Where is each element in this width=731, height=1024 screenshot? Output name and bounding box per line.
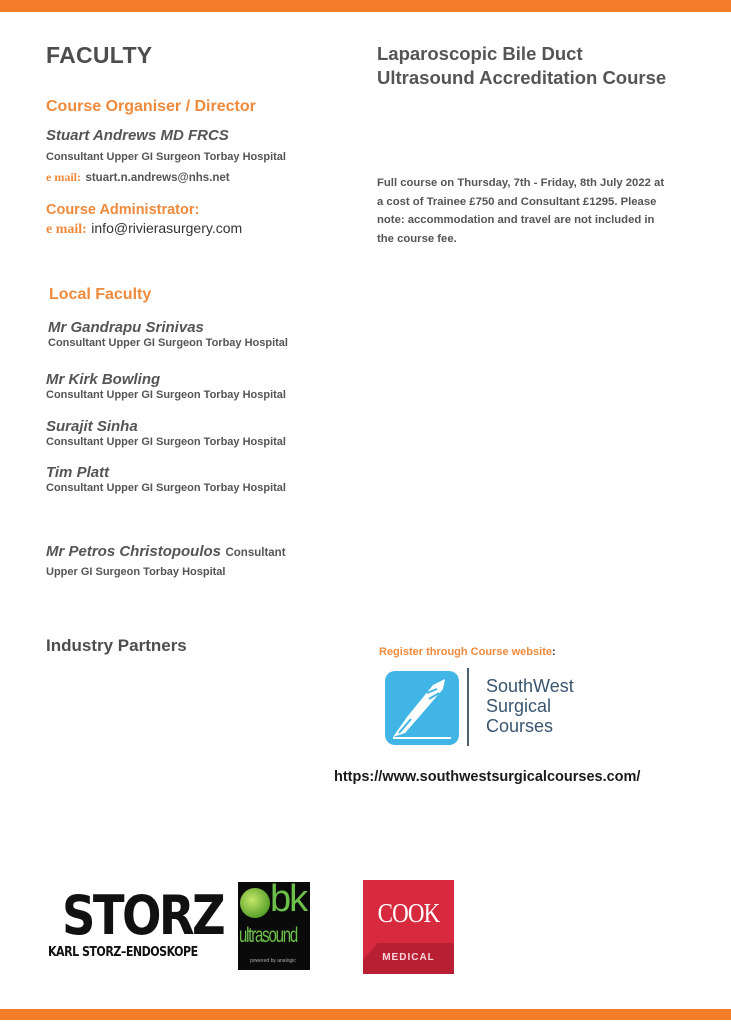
- logo-text: [486, 676, 574, 736]
- register-colon: :: [551, 646, 556, 658]
- bk-tagline: powered by analogic: [250, 958, 296, 964]
- course-title-line1: Laparoscopic Bile Duct: [377, 43, 583, 64]
- member-role-inline: Consultant: [225, 547, 286, 559]
- organiser-email-line: [46, 168, 230, 186]
- southwest-surgical-courses-logo[interactable]: [385, 668, 605, 748]
- member-role: Consultant Upper GI Surgeon Torbay Hospital: [46, 436, 286, 448]
- faculty-member: [46, 418, 286, 448]
- bk-wordmark: bk: [270, 882, 307, 920]
- storz-wordmark: STORZ: [62, 884, 224, 947]
- cook-subtitle: MEDICAL: [382, 952, 435, 963]
- email-label: e mail:: [46, 170, 81, 184]
- organiser-heading: Course Organiser / Director: [46, 98, 256, 115]
- bk-subtitle: ultrasound: [239, 924, 298, 948]
- faculty-member: [46, 371, 286, 401]
- admin-email-link[interactable]: info@rivierasurgery.com: [91, 220, 243, 236]
- top-accent-bar: [0, 0, 731, 12]
- register-label: [379, 646, 556, 658]
- storz-subtitle: KARL STORZ–ENDOSKOPE: [48, 945, 198, 960]
- course-info: Full course on Thursday, 7th - Friday, 8th July 2022 at a cost of Trainee £750 and Consultant £1295. Please note: accommodation and travel are not included in the course fee.: [377, 177, 665, 245]
- karl-storz-logo: [48, 884, 224, 975]
- course-title: [377, 42, 666, 90]
- member-name: Mr Gandrapu Srinivas: [48, 319, 204, 336]
- email-label: e mail:: [46, 222, 87, 237]
- logo-divider: [467, 668, 469, 746]
- member-role: Consultant Upper GI Surgeon Torbay Hospital: [46, 482, 286, 494]
- course-website-link[interactable]: https://www.southwestsurgicalcourses.com/: [334, 769, 641, 785]
- industry-partners-heading: Industry Partners: [46, 636, 187, 655]
- admin-heading: Course Administrator:: [46, 202, 200, 218]
- scalpel-icon: [385, 671, 459, 745]
- member-role: Consultant Upper GI Surgeon Torbay Hospital: [48, 337, 288, 349]
- faculty-member: [46, 464, 286, 494]
- organiser-name: Stuart Andrews MD FRCS: [46, 127, 229, 144]
- logo-line: Courses: [486, 716, 554, 736]
- local-faculty-heading: Local Faculty: [49, 286, 152, 303]
- member-name: Mr Kirk Bowling: [46, 371, 161, 388]
- bk-globe-icon: [240, 888, 270, 918]
- logo-line: Surgical: [486, 696, 552, 716]
- member-role: Consultant Upper GI Surgeon Torbay Hospital: [46, 389, 286, 401]
- course-title-line2: Ultrasound Accreditation Course: [377, 67, 667, 88]
- admin-email-line: [46, 220, 242, 238]
- bk-ultrasound-logo: [238, 882, 310, 970]
- member-role: Upper GI Surgeon Torbay Hospital: [46, 566, 226, 578]
- faculty-title: FACULTY: [46, 42, 153, 68]
- register-text: Register through Course website: [379, 646, 552, 658]
- cook-wordmark: COOK: [377, 898, 440, 928]
- member-name: Mr Petros Christopoulos: [46, 543, 222, 560]
- logo-line: SouthWest: [486, 676, 574, 696]
- member-name: Tim Platt: [46, 464, 110, 481]
- faculty-member: [48, 319, 288, 349]
- organiser-role: Consultant Upper GI Surgeon Torbay Hospital: [46, 151, 286, 163]
- cook-medical-logo: [363, 880, 454, 974]
- organiser-email-link[interactable]: stuart.n.andrews@nhs.net: [85, 172, 230, 184]
- member-name: Surajit Sinha: [46, 418, 138, 435]
- faculty-member-extra: [46, 543, 316, 581]
- bottom-accent-bar: [0, 1009, 731, 1020]
